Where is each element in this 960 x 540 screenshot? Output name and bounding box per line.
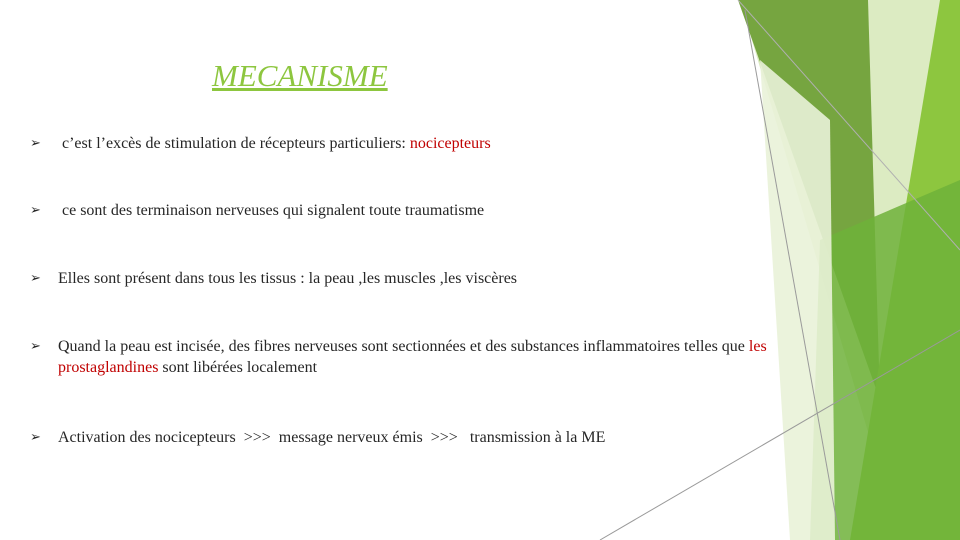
arrowhead-bullet-icon: ➢ (30, 339, 41, 354)
arrowhead-bullet-icon: ➢ (30, 203, 41, 218)
bullet-text-plain-end: sont libérées localement (158, 359, 318, 376)
bullet-text-plain: c’est l’excès de stimulation de récepteurs particuliers: (62, 135, 410, 152)
arrowhead-bullet-icon: ➢ (30, 136, 41, 151)
highlight-prostaglandines: les prostaglandines (58, 338, 767, 376)
arrowhead-bullet-icon: ➢ (30, 430, 41, 445)
arrowhead-bullet-icon: ➢ (30, 271, 41, 286)
bullet-text: Elles sont présent dans tous les tissus : la peau ,les muscles ,les viscères (58, 270, 518, 287)
bullet-text-plain: Quand la peau est incisée, des fibres nerveuses sont sectionnées et des substances inflammatoires telles que (58, 338, 749, 355)
bullet-text (62, 133, 852, 154)
bullet-text: Activation des nocicepteurs >>> message nerveux émis >>> transmission à la ME (58, 429, 606, 446)
bullet-text: ce sont des terminaison nerveuses qui signalent toute traumatisme (62, 202, 485, 219)
highlight-nocicepteurs: nocicepteurs (409, 135, 491, 152)
bullet-text (58, 336, 848, 378)
slide-title: MECANISME (212, 58, 388, 93)
pale-green-wedge (760, 60, 835, 540)
